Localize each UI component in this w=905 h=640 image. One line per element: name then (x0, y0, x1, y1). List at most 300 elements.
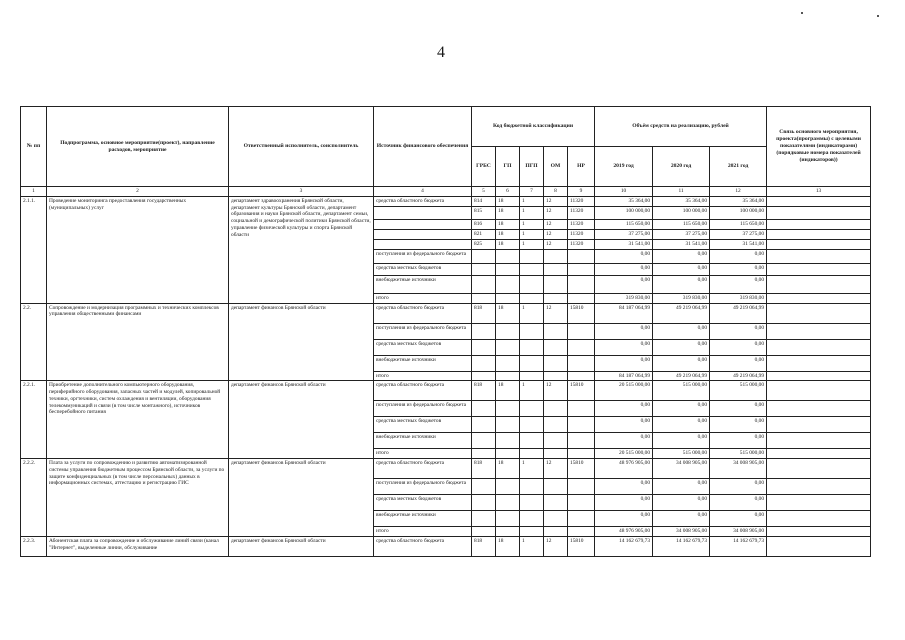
funding-source: поступления из федерального бюджета (374, 249, 472, 263)
indicator-link (767, 229, 871, 239)
indicator-link (767, 449, 871, 459)
column-number: 12 (710, 187, 767, 197)
header-executor: Ответственный исполнитель, соисполнитель (229, 107, 374, 187)
item-executor: департамент здравоохранения Брянской области, департамент культуры Брянской области, департамент образования и науки Брянской области, департамент семьи, социальной и демографической политики Брянской области, управление физической культуры и спорта Брянской области (229, 196, 374, 303)
code-grbs (472, 449, 496, 459)
code-nr (568, 401, 595, 417)
amount-y2019: 0,00 (595, 433, 653, 449)
amount-y2021: 34 008 905,00 (710, 459, 767, 479)
code-pgp (520, 511, 544, 527)
header-source: Источник финансового обеспечения (374, 107, 472, 187)
amount-y2019: 115 650,00 (595, 219, 653, 229)
funding-source: поступления из федерального бюджета (374, 401, 472, 417)
code-grbs: 816 (472, 219, 496, 229)
code-pgp (520, 371, 544, 381)
code-pgp (520, 263, 544, 275)
code-om (544, 371, 568, 381)
amount-y2021: 0,00 (710, 339, 767, 355)
code-pgp: 1 (520, 196, 544, 206)
amount-y2021: 100 000,00 (710, 206, 767, 219)
code-nr: 15810 (568, 459, 595, 479)
code-om (544, 527, 568, 537)
amount-y2019: 0,00 (595, 323, 653, 339)
funding-source (374, 206, 472, 219)
code-gp: 18 (496, 229, 520, 239)
code-om (544, 339, 568, 355)
funding-source: внебюджетные источники (374, 511, 472, 527)
amount-y2020: 515 000,00 (653, 381, 710, 401)
code-gp: 18 (496, 459, 520, 479)
code-pgp (520, 417, 544, 433)
code-nr (568, 339, 595, 355)
item-name: Проведение мониторинга предоставления государственных (муниципальных) услуг (47, 196, 229, 303)
column-number: 3 (229, 187, 374, 197)
code-pgp (520, 433, 544, 449)
code-pgp: 1 (520, 206, 544, 219)
indicator-link (767, 263, 871, 275)
code-om: 12 (544, 459, 568, 479)
code-grbs (472, 355, 496, 371)
indicator-link (767, 323, 871, 339)
amount-y2019: 20 515 000,00 (595, 449, 653, 459)
indicator-link (767, 527, 871, 537)
amount-y2019: 0,00 (595, 417, 653, 433)
code-om: 12 (544, 206, 568, 219)
scan-speck (877, 15, 879, 17)
code-nr: 15810 (568, 303, 595, 323)
amount-y2020: 0,00 (653, 401, 710, 417)
indicator-link (767, 196, 871, 206)
indicator-link (767, 249, 871, 263)
code-grbs (472, 371, 496, 381)
item-number: 2.2. (21, 303, 47, 381)
page-number: 4 (437, 44, 445, 61)
code-gp: 18 (496, 381, 520, 401)
code-om: 12 (544, 381, 568, 401)
item-number: 2.2.2. (21, 459, 47, 537)
amount-y2020: 515 000,00 (653, 449, 710, 459)
code-grbs (472, 433, 496, 449)
code-nr (568, 275, 595, 293)
funding-source: средства местных бюджетов (374, 417, 472, 433)
code-om: 12 (544, 219, 568, 229)
funding-source: поступления из федерального бюджета (374, 323, 472, 339)
indicator-link (767, 219, 871, 229)
amount-y2021: 0,00 (710, 495, 767, 511)
code-pgp (520, 275, 544, 293)
code-nr (568, 355, 595, 371)
amount-y2020: 34 008 905,00 (653, 459, 710, 479)
header-grbs: ГРБС (472, 147, 496, 187)
code-gp: 18 (496, 303, 520, 323)
code-nr (568, 249, 595, 263)
indicator-link (767, 239, 871, 249)
table-row (21, 381, 871, 401)
indicator-link (767, 371, 871, 381)
budget-table (20, 106, 871, 557)
column-number: 1 (21, 187, 47, 197)
amount-y2019: 319 830,00 (595, 293, 653, 303)
code-pgp: 1 (520, 239, 544, 249)
funding-source: внебюджетные источники (374, 433, 472, 449)
amount-y2021: 14 162 679,73 (710, 536, 767, 556)
amount-y2019: 100 000,00 (595, 206, 653, 219)
code-gp (496, 417, 520, 433)
amount-y2019: 0,00 (595, 275, 653, 293)
code-om (544, 449, 568, 459)
header-gp: ГП (496, 147, 520, 187)
header-2021: 2021 год (710, 147, 767, 187)
indicator-link (767, 417, 871, 433)
funding-source: средства местных бюджетов (374, 263, 472, 275)
code-om (544, 355, 568, 371)
amount-y2019: 35 364,00 (595, 196, 653, 206)
header-2019: 2019 год (595, 147, 653, 187)
code-pgp: 1 (520, 536, 544, 556)
amount-y2019: 37 275,00 (595, 229, 653, 239)
column-number: 6 (496, 187, 520, 197)
code-nr: 11320 (568, 206, 595, 219)
amount-y2021: 49 219 064,99 (710, 303, 767, 323)
amount-y2019: 0,00 (595, 339, 653, 355)
indicator-link (767, 401, 871, 417)
item-name: Приобретение дополнительного компьютерного оборудования, периферийного оборудования, запасных частей и модулей, копировальной техники, оргтехники, систем охлаждения и вентиляции, оборудования телекоммуникаций и связи (в том числе монтажного), источников бесперебойного питания (47, 381, 229, 459)
indicator-link (767, 433, 871, 449)
code-om (544, 495, 568, 511)
code-grbs (472, 293, 496, 303)
amount-y2020: 0,00 (653, 323, 710, 339)
column-number: 9 (568, 187, 595, 197)
amount-y2020: 31 541,00 (653, 239, 710, 249)
code-nr (568, 371, 595, 381)
amount-y2021: 115 650,00 (710, 219, 767, 229)
item-number: 2.1.1. (21, 196, 47, 303)
amount-y2020: 49 219 064,99 (653, 303, 710, 323)
indicator-link (767, 459, 871, 479)
funding-source: итого (374, 293, 472, 303)
code-grbs (472, 417, 496, 433)
amount-y2021: 49 219 064,99 (710, 371, 767, 381)
amount-y2020: 34 008 905,00 (653, 527, 710, 537)
amount-y2019: 0,00 (595, 263, 653, 275)
column-number: 2 (47, 187, 229, 197)
amount-y2019: 84 187 064,99 (595, 371, 653, 381)
code-nr: 15810 (568, 536, 595, 556)
amount-y2019: 0,00 (595, 249, 653, 263)
code-nr (568, 479, 595, 495)
column-number: 5 (472, 187, 496, 197)
code-om (544, 323, 568, 339)
indicator-link (767, 275, 871, 293)
amount-y2021: 515 000,00 (710, 449, 767, 459)
column-number: 13 (767, 187, 871, 197)
code-pgp (520, 401, 544, 417)
item-name: Абонентская плата за сопровождение и обслуживание линий связи (канал "Интернет", выделенные линии, обслуживание (47, 536, 229, 556)
code-nr: 15810 (568, 381, 595, 401)
code-gp (496, 433, 520, 449)
code-grbs: 814 (472, 196, 496, 206)
amount-y2021: 0,00 (710, 417, 767, 433)
amount-y2020: 14 162 679,73 (653, 536, 710, 556)
code-grbs (472, 263, 496, 275)
amount-y2021: 0,00 (710, 511, 767, 527)
amount-y2021: 0,00 (710, 249, 767, 263)
indicator-link (767, 381, 871, 401)
amount-y2021: 37 275,00 (710, 229, 767, 239)
code-grbs (472, 511, 496, 527)
code-om: 12 (544, 303, 568, 323)
code-gp (496, 527, 520, 537)
code-nr (568, 263, 595, 275)
amount-y2019: 31 541,00 (595, 239, 653, 249)
funding-source: средства местных бюджетов (374, 339, 472, 355)
amount-y2020: 0,00 (653, 263, 710, 275)
indicator-link (767, 355, 871, 371)
amount-y2021: 0,00 (710, 263, 767, 275)
code-gp (496, 511, 520, 527)
amount-y2019: 14 162 679,73 (595, 536, 653, 556)
amount-y2019: 0,00 (595, 401, 653, 417)
amount-y2021: 0,00 (710, 355, 767, 371)
amount-y2020: 0,00 (653, 355, 710, 371)
code-om (544, 249, 568, 263)
code-gp (496, 275, 520, 293)
code-nr: 11320 (568, 239, 595, 249)
code-gp (496, 323, 520, 339)
code-pgp: 1 (520, 459, 544, 479)
item-number: 2.2.3. (21, 536, 47, 556)
amount-y2020: 115 650,00 (653, 219, 710, 229)
code-nr (568, 323, 595, 339)
amount-y2019: 84 187 064,99 (595, 303, 653, 323)
header-program: Подпрограмма, основное мероприятие(проект), направление расходов, мероприятие (47, 107, 229, 187)
indicator-link (767, 479, 871, 495)
code-gp (496, 263, 520, 275)
code-gp (496, 495, 520, 511)
code-gp (496, 339, 520, 355)
code-nr (568, 449, 595, 459)
indicator-link (767, 293, 871, 303)
amount-y2020: 319 830,00 (653, 293, 710, 303)
item-number: 2.2.1. (21, 381, 47, 459)
code-gp (496, 449, 520, 459)
amount-y2019: 20 515 000,00 (595, 381, 653, 401)
indicator-link (767, 339, 871, 355)
amount-y2021: 0,00 (710, 275, 767, 293)
amount-y2020: 0,00 (653, 433, 710, 449)
indicator-link (767, 536, 871, 556)
code-om (544, 293, 568, 303)
code-om: 12 (544, 239, 568, 249)
header-pgp: ПГП (520, 147, 544, 187)
funding-source: средства местных бюджетов (374, 495, 472, 511)
code-pgp: 1 (520, 303, 544, 323)
code-pgp (520, 479, 544, 495)
code-grbs (472, 323, 496, 339)
header-no: № пп (21, 107, 47, 187)
item-executor: департамент финансов Брянской области (229, 536, 374, 556)
header-nr: НР (568, 147, 595, 187)
code-om (544, 511, 568, 527)
amount-y2020: 37 275,00 (653, 229, 710, 239)
code-gp (496, 249, 520, 263)
amount-y2020: 0,00 (653, 495, 710, 511)
code-grbs (472, 495, 496, 511)
code-om (544, 263, 568, 275)
code-om (544, 275, 568, 293)
code-grbs (472, 339, 496, 355)
code-om: 12 (544, 229, 568, 239)
code-gp: 18 (496, 206, 520, 219)
column-number: 10 (595, 187, 653, 197)
code-grbs (472, 479, 496, 495)
funding-source: итого (374, 527, 472, 537)
funding-source: внебюджетные источники (374, 275, 472, 293)
code-om: 12 (544, 536, 568, 556)
table-row (21, 303, 871, 323)
amount-y2021: 0,00 (710, 479, 767, 495)
header-2020: 2020 год (653, 147, 710, 187)
funding-source: средства областного бюджета (374, 381, 472, 401)
funding-source: средства областного бюджета (374, 459, 472, 479)
funding-source: средства областного бюджета (374, 196, 472, 206)
code-gp (496, 479, 520, 495)
table-row (21, 536, 871, 556)
code-nr: 11320 (568, 219, 595, 229)
funding-source: поступления из федерального бюджета (374, 479, 472, 495)
amount-y2019: 0,00 (595, 495, 653, 511)
funding-source: внебюджетные источники (374, 355, 472, 371)
code-nr: 11320 (568, 196, 595, 206)
code-pgp (520, 449, 544, 459)
amount-y2021: 0,00 (710, 401, 767, 417)
amount-y2019: 0,00 (595, 479, 653, 495)
code-grbs (472, 527, 496, 537)
funding-source (374, 239, 472, 249)
code-om (544, 433, 568, 449)
amount-y2019: 48 976 905,00 (595, 459, 653, 479)
amount-y2019: 0,00 (595, 355, 653, 371)
code-gp: 18 (496, 536, 520, 556)
code-grbs (472, 249, 496, 263)
code-gp: 18 (496, 219, 520, 229)
amount-y2021: 0,00 (710, 433, 767, 449)
funding-source (374, 219, 472, 229)
code-nr: 11320 (568, 229, 595, 239)
code-om (544, 479, 568, 495)
table-row (21, 459, 871, 479)
amount-y2020: 0,00 (653, 339, 710, 355)
header-budget-code: Код бюджетной классификации (472, 107, 595, 147)
code-nr (568, 293, 595, 303)
item-name: Плата за услуги по сопровождению и развитию автоматизированной системы управления бюджетным процессом Брянской области, за услуги по защите конфиденциальных (в том числе персональных) данных в информационных системах, аттестацию и регистрацию ГИС (47, 459, 229, 537)
amount-y2020: 0,00 (653, 479, 710, 495)
code-pgp: 1 (520, 381, 544, 401)
code-gp (496, 355, 520, 371)
code-pgp: 1 (520, 219, 544, 229)
code-pgp: 1 (520, 229, 544, 239)
funding-source: средства областного бюджета (374, 303, 472, 323)
code-nr (568, 433, 595, 449)
scan-speck (801, 12, 803, 14)
amount-y2020: 35 364,00 (653, 196, 710, 206)
column-numbers-row (21, 187, 871, 197)
item-executor: департамент финансов Брянской области (229, 459, 374, 537)
amount-y2021: 515 000,00 (710, 381, 767, 401)
code-om (544, 417, 568, 433)
code-nr (568, 511, 595, 527)
column-number: 11 (653, 187, 710, 197)
column-number: 4 (374, 187, 472, 197)
code-pgp (520, 339, 544, 355)
item-executor: департамент финансов Брянской области (229, 303, 374, 381)
code-grbs: 818 (472, 536, 496, 556)
amount-y2021: 35 364,00 (710, 196, 767, 206)
column-number: 8 (544, 187, 568, 197)
indicator-link (767, 206, 871, 219)
column-number: 7 (520, 187, 544, 197)
amount-y2020: 0,00 (653, 275, 710, 293)
amount-y2021: 31 541,00 (710, 239, 767, 249)
code-gp: 18 (496, 239, 520, 249)
code-grbs (472, 275, 496, 293)
code-pgp (520, 355, 544, 371)
item-executor: департамент финансов Брянской области (229, 381, 374, 459)
indicator-link (767, 303, 871, 323)
code-nr (568, 417, 595, 433)
funding-source: средства областного бюджета (374, 536, 472, 556)
amount-y2021: 34 008 905,00 (710, 527, 767, 537)
indicator-link (767, 495, 871, 511)
table-row (21, 196, 871, 206)
amount-y2019: 0,00 (595, 511, 653, 527)
code-pgp (520, 249, 544, 263)
funding-source (374, 229, 472, 239)
funding-source: итого (374, 371, 472, 381)
code-gp: 18 (496, 196, 520, 206)
code-nr (568, 527, 595, 537)
amount-y2021: 319 830,00 (710, 293, 767, 303)
code-om: 12 (544, 196, 568, 206)
code-grbs: 821 (472, 229, 496, 239)
code-grbs (472, 401, 496, 417)
code-pgp (520, 293, 544, 303)
code-grbs: 818 (472, 459, 496, 479)
code-gp (496, 293, 520, 303)
funding-source: итого (374, 449, 472, 459)
header-link: Связь основного мероприятия, проекта(программы) с целевыми показателями (индикаторами) (порядковые номера показателей (индикаторов)) (767, 107, 871, 187)
header-volume: Объём средств на реализацию, рублей (595, 107, 767, 147)
header-om: ОМ (544, 147, 568, 187)
code-pgp (520, 527, 544, 537)
code-om (544, 401, 568, 417)
amount-y2021: 0,00 (710, 323, 767, 339)
amount-y2020: 0,00 (653, 249, 710, 263)
item-name: Сопровождение и модернизация программных и технических комплексов управления общественными финансами (47, 303, 229, 381)
amount-y2020: 49 219 064,99 (653, 371, 710, 381)
code-nr (568, 495, 595, 511)
amount-y2020: 0,00 (653, 417, 710, 433)
code-grbs: 825 (472, 239, 496, 249)
table-body (21, 196, 871, 556)
code-grbs: 818 (472, 303, 496, 323)
code-grbs: 815 (472, 206, 496, 219)
amount-y2020: 0,00 (653, 511, 710, 527)
indicator-link (767, 511, 871, 527)
code-gp (496, 371, 520, 381)
code-grbs: 818 (472, 381, 496, 401)
code-pgp (520, 495, 544, 511)
